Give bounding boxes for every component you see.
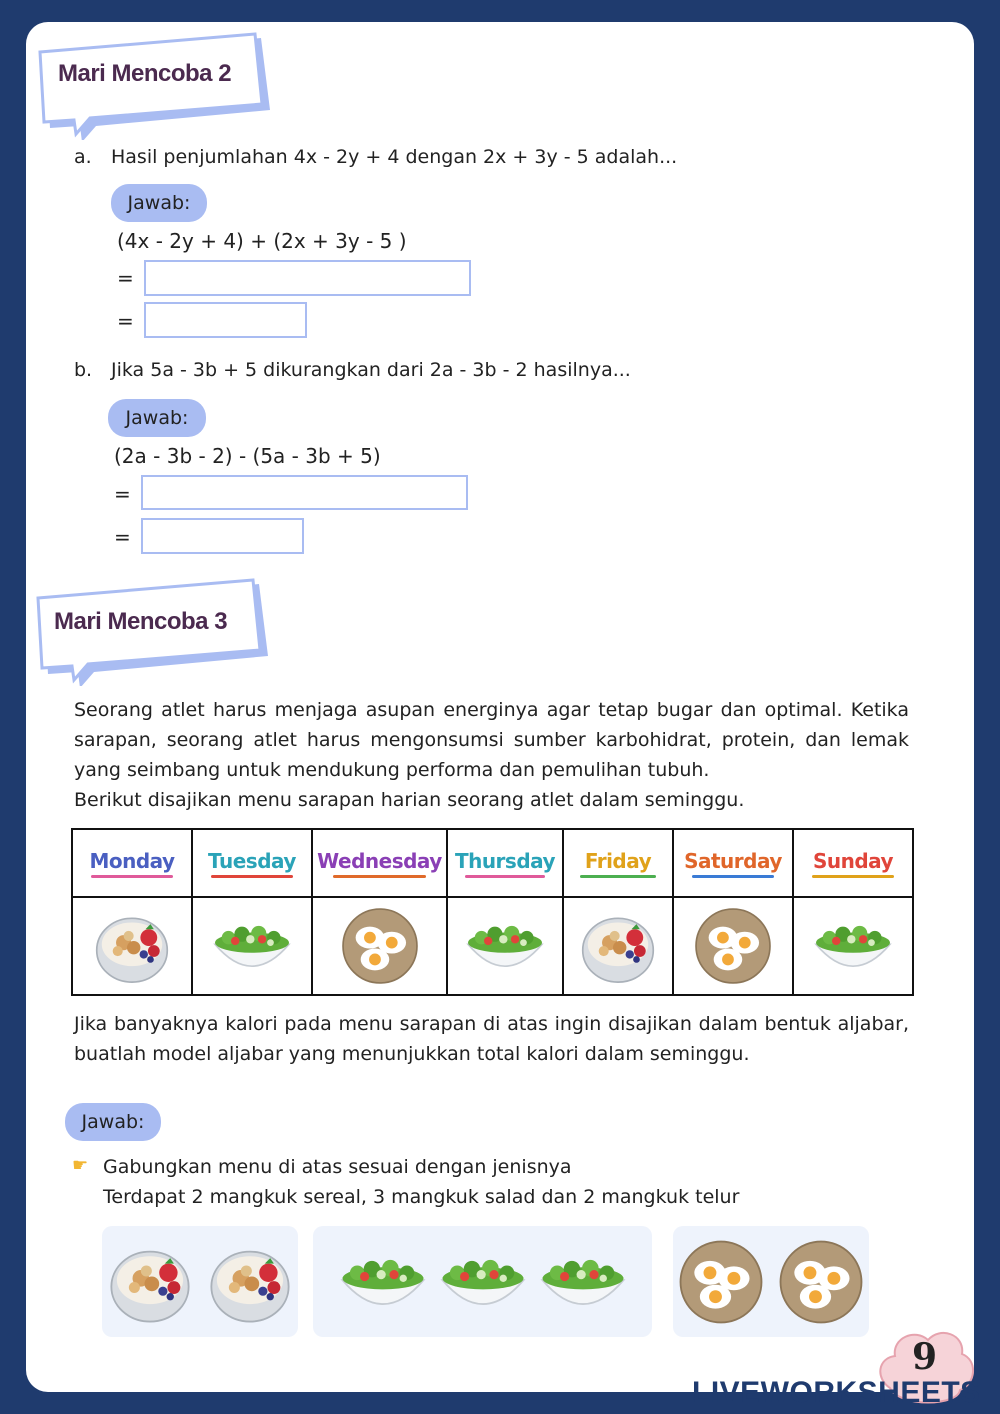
egg-bowl-icon (775, 1236, 867, 1328)
day-cell (673, 829, 793, 897)
food-cell (312, 897, 447, 995)
pointing-hand-icon: ☛ (72, 1155, 89, 1176)
question-b-text: Jika 5a - 3b + 5 dikurangkan dari 2a - 3b - 2 hasilnya... (111, 359, 631, 381)
question-a-text: Hasil penjumlahan 4x - 2y + 4 dengan 2x + 3y - 5 adalah... (111, 146, 678, 168)
egg-group-items (673, 1226, 869, 1337)
food-row (72, 897, 913, 995)
day-underline (333, 875, 426, 878)
weekly-menu-table (71, 828, 914, 996)
question-paragraph: Jika banyaknya kalori pada menu sarapan di atas ingin disajikan dalam bentuk aljabar, buatlah model aljabar yang menunjukkan total kalori dalam seminggu. (74, 1013, 909, 1065)
cereal-group-items (102, 1226, 298, 1337)
cereal-bowl-icon (204, 1236, 296, 1328)
salad-bowl-icon (811, 904, 895, 988)
day-underline (812, 875, 895, 878)
question-a-equals-2: = (117, 309, 134, 333)
day-label-sunday: Sunday (812, 848, 894, 873)
food-cell (793, 897, 913, 995)
menu-intro-paragraph: Berikut disajikan menu sarapan harian seorang atlet dalam seminggu. (74, 789, 745, 811)
day-cell (793, 829, 913, 897)
food-cell (563, 897, 673, 995)
section2-title-bubble (36, 30, 276, 140)
cereal-bowl-icon (576, 904, 660, 988)
day-underline (465, 875, 545, 878)
question-b-letter: b. (74, 359, 93, 381)
salad-bowl-icon (337, 1236, 429, 1328)
day-label-tuesday: Tuesday (208, 848, 296, 873)
day-label-thursday: Thursday (454, 848, 556, 873)
salad-bowl-icon (463, 904, 547, 988)
question-a-expression: (4x - 2y + 4) + (2x + 3y - 5 ) (117, 229, 407, 253)
question-b-answer-input-2[interactable] (141, 518, 304, 554)
day-label-monday: Monday (89, 848, 175, 873)
day-cell (72, 829, 192, 897)
day-underline (692, 875, 775, 878)
intro-paragraph: Seorang atlet harus menjaga asupan energinya agar tetap bugar dan optimal. Ketika sarapan, seorang atlet harus mengonsumsi sumber karbohidrat, protein, dan lemak yang seimbang untuk mendukung performa dan pemulihan tubuh. (74, 699, 909, 781)
section3-title-bubble (34, 576, 274, 686)
food-cell (447, 897, 563, 995)
cereal-group-card (102, 1226, 298, 1337)
egg-bowl-icon (691, 904, 775, 988)
day-underline (211, 875, 294, 878)
salad-bowl-icon (437, 1236, 529, 1328)
egg-group-card (673, 1226, 869, 1337)
question-b-answer-input-1[interactable] (141, 475, 468, 510)
question-b-expression: (2a - 3b - 2) - (5a - 3b + 5) (114, 444, 381, 468)
question-a-answer-label: Jawab: (111, 184, 207, 222)
section2-title: Mari Mencoba 2 (58, 60, 232, 87)
day-cell (312, 829, 447, 897)
food-cell (673, 897, 793, 995)
liveworksheets-logo: LIVEWORKSHEETS (692, 1376, 981, 1409)
day-underline (91, 875, 174, 878)
cereal-bowl-icon (104, 1236, 196, 1328)
day-cell (563, 829, 673, 897)
day-label-wednesday: Wednesday (317, 848, 442, 873)
question-a-equals-1: = (117, 266, 134, 290)
salad-group-items (313, 1226, 652, 1337)
section3-answer-label: Jawab: (65, 1103, 161, 1141)
bullet-line-1: Gabungkan menu di atas sesuai dengan jenisnya (103, 1156, 572, 1178)
page-number: 9 (912, 1336, 938, 1378)
bullet-line-2: Terdapat 2 mangkuk sereal, 3 mangkuk salad dan 2 mangkuk telur (103, 1186, 740, 1208)
egg-bowl-icon (338, 904, 422, 988)
day-cell (447, 829, 563, 897)
day-label-friday: Friday (584, 848, 652, 873)
salad-bowl-icon (210, 904, 294, 988)
question-b-equals-1: = (114, 482, 131, 506)
egg-bowl-icon (675, 1236, 767, 1328)
question-a-letter: a. (74, 146, 92, 168)
day-label-saturday: Saturday (684, 848, 782, 873)
question-a-answer-input-1[interactable] (144, 260, 471, 296)
question-a-answer-input-2[interactable] (144, 302, 307, 338)
day-header-row (72, 829, 913, 897)
question-b-answer-label: Jawab: (108, 399, 206, 437)
food-cell (72, 897, 192, 995)
question-b-equals-2: = (114, 525, 131, 549)
day-cell (192, 829, 312, 897)
salad-bowl-icon (537, 1236, 629, 1328)
salad-group-card (313, 1226, 652, 1337)
day-underline (580, 875, 656, 878)
food-cell (192, 897, 312, 995)
section3-title: Mari Mencoba 3 (54, 608, 228, 635)
cereal-bowl-icon (90, 904, 174, 988)
